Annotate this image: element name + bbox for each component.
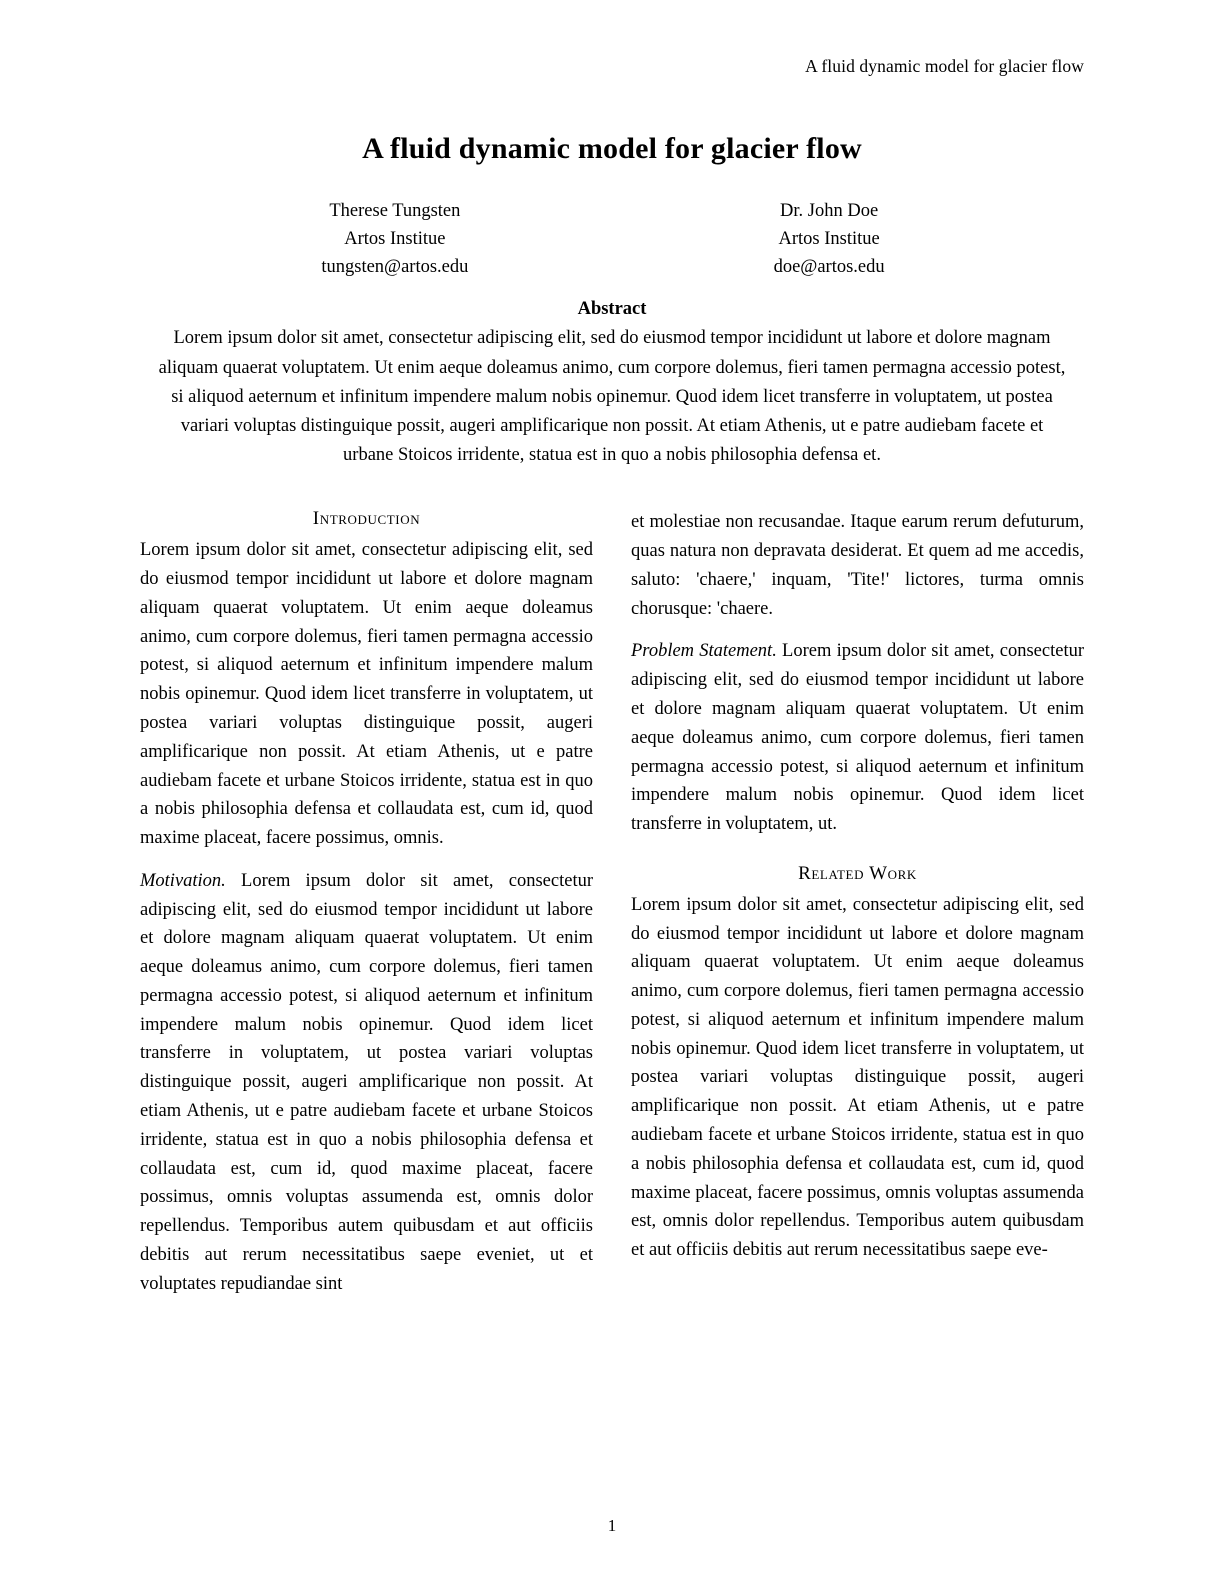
abstract-text: Lorem ipsum dolor sit amet, consectetur adipiscing elit, sed do eiusmod tempor incididunt ut labore et dolore magnam aliquam quaerat voluptatem. Ut enim aeque doleamus animo, cum corpore dolemus, fieri tamen permagna accessio potest, si aliquod aeternum et infinitum impendere malum nobis opinemur. Quod idem licet transferre in voluptatem, ut postea variari voluptas distinguique possit, augeri amplificarique non possit. At etiam Athenis, ut e patre audiebam facete et urbane Stoicos irridente, statua est in quo a nobis philosophia defensa et. [158, 328, 1066, 466]
author-name: Dr. John Doe [780, 201, 879, 221]
author-entry [612, 197, 1046, 281]
run-in-heading-problem-statement: Problem Statement. [631, 641, 777, 662]
paragraph: Lorem ipsum dolor sit amet, consectetur adipiscing elit, sed do eiusmod tempor incididunt ut labore et dolore magnam aliquam quaerat voluptatem. Ut enim aeque doleamus animo, cum corpore dolemus, fieri tamen permagna accessio potest, si aliquod aeternum et infinitum impendere malum nobis opinemur. Quod idem licet transferre in voluptatem, ut postea variari voluptas distinguique possit, augeri amplificarique non possit. At etiam Athenis, ut e patre audiebam facete et urbane Stoicos irridente, statua est in quo a nobis philosophia defensa et collaudata est, cum id, quod maxime placeat, facere possimus, omnis. [140, 540, 593, 849]
running-head: A fluid dynamic model for glacier flow [805, 56, 1084, 76]
left-column [140, 508, 593, 1298]
paragraph [140, 867, 593, 1298]
run-in-heading-motivation: Motivation. [140, 870, 226, 891]
section-heading-introduction: Introduction [312, 508, 421, 530]
author-email: doe@artos.edu [773, 257, 885, 278]
page-number: 1 [607, 1516, 617, 1535]
body-columns [140, 508, 1084, 1298]
author-entry [178, 197, 612, 281]
author-affiliation: Artos Institue [344, 229, 446, 250]
paragraph: et molestiae non recusandae. Itaque earum rerum defuturum, quas natura non depravata desiderat. Et quem ad me accedis, saluto: 'chaere,' inquam, 'Tite!' lictores, turma omnis chorusque: 'chaere. [631, 512, 1084, 619]
paragraph-text: Lorem ipsum dolor sit amet, consectetur adipiscing elit, sed do eiusmod tempor incididunt ut labore et dolore magnam aliquam quaerat voluptatem. Ut enim aeque doleamus animo, cum corpore dolemus, fieri tamen permagna accessio potest, si aliquod aeternum et infinitum impendere malum nobis opinemur. Quod idem licet transferre in voluptatem, ut. [631, 641, 1084, 835]
paragraph [631, 637, 1084, 838]
paragraph: Lorem ipsum dolor sit amet, consectetur adipiscing elit, sed do eiusmod tempor incididunt ut labore et dolore magnam aliquam quaerat voluptatem. Ut enim aeque doleamus animo, cum corpore dolemus, fieri tamen permagna accessio potest, si aliquod aeternum et infinitum impendere malum nobis opinemur. Quod idem licet transferre in voluptatem, ut postea variari voluptas distinguique possit, augeri amplificarique non possit. At etiam Athenis, ut e patre audiebam facete et urbane Stoicos irridente, statua est in quo a nobis philosophia defensa et collaudata est, cum id, quod maxime placeat, facere possimus, omnis voluptas assumenda est, omnis dolor repellendus. Temporibus autem quibusdam et aut officiis debitis aut rerum necessitatibus saepe eve- [631, 894, 1084, 1261]
section-heading-related-work: Related Work [798, 862, 917, 884]
author-block [140, 197, 1084, 281]
paragraph-text: Lorem ipsum dolor sit amet, consectetur adipiscing elit, sed do eiusmod tempor incididunt ut labore et dolore magnam aliquam quaerat voluptatem. Ut enim aeque doleamus animo, cum corpore dolemus, fieri tamen permagna accessio potest, si aliquod aeternum et infinitum impendere malum nobis opinemur. Quod idem licet transferre in voluptatem, ut postea variari voluptas distinguique possit, augeri amplificarique non possit. At etiam Athenis, ut e patre audiebam facete et urbane Stoicos irridente, statua est in quo a nobis philosophia defensa et collaudata est, cum id, quod maxime placeat, facere possimus, omnis voluptas assumenda est, omnis dolor repellendus. Temporibus autem quibusdam et aut officiis debitis aut rerum necessitatibus saepe eveniet, ut et voluptates repudiandae sint [140, 870, 593, 1294]
right-column [631, 508, 1084, 1298]
author-email: tungsten@artos.edu [321, 257, 469, 278]
page-title: A fluid dynamic model for glacier flow [362, 132, 862, 165]
author-name: Therese Tungsten [329, 201, 461, 221]
abstract-heading: Abstract [577, 299, 647, 320]
author-affiliation: Artos Institue [778, 229, 880, 250]
